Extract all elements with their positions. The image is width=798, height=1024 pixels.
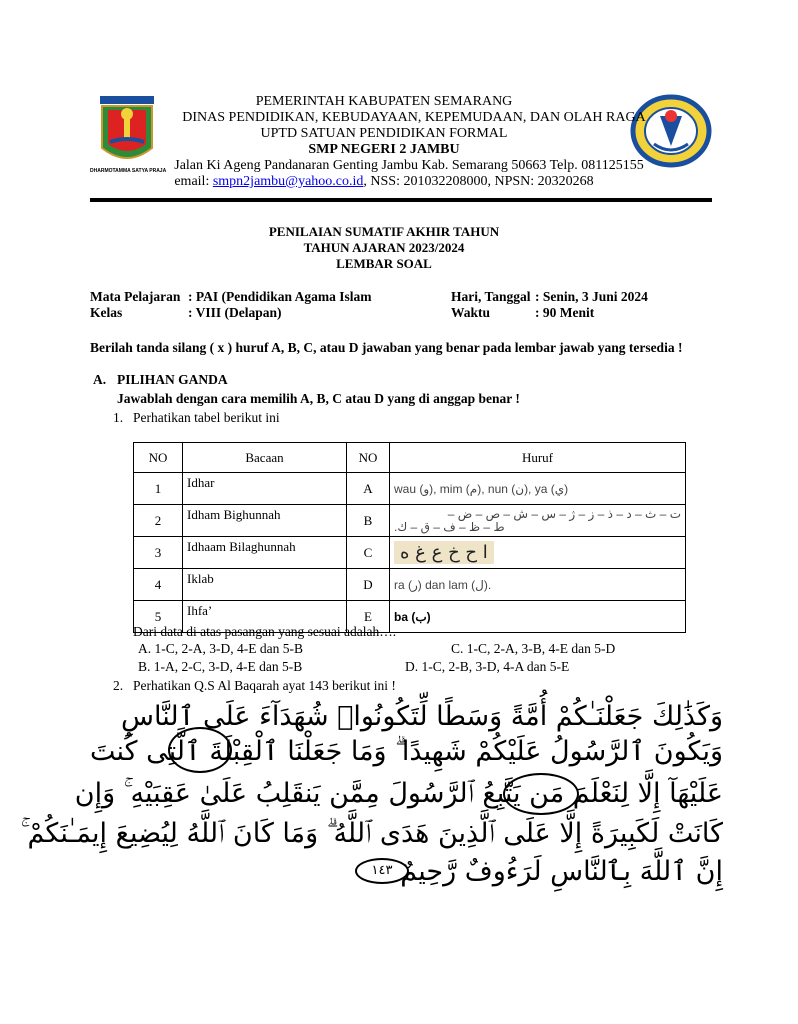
header-huruf: Huruf: [390, 443, 686, 473]
time-label: Waktu: [451, 305, 491, 320]
regency-logo-motto: DHARMOTAMMA SATYA PRAJA: [90, 168, 167, 174]
header-address: Jalan Ki Ageng Pandanaran Genting Jambu Kab. Semarang 50663 Telp. 081125155: [174, 158, 644, 173]
email-link[interactable]: smpn2jambu@yahoo.co.id: [212, 174, 364, 189]
header-government: PEMERINTAH KABUPATEN SEMARANG: [255, 94, 513, 109]
header-no: NO: [134, 443, 183, 473]
q1-question: Dari data di atas pasangan yang sesuai adalah….: [133, 624, 397, 639]
time-value: : 90 Menit: [535, 305, 595, 320]
q1-table: [133, 442, 686, 633]
row-bacaan: Iklab: [183, 569, 347, 601]
q2-number: 2.: [113, 678, 124, 693]
huruf-line1: ت – ث – د – ذ – ز – ژ – س – ش – ص – ض –: [447, 506, 681, 521]
row-huruf: ba (ب): [390, 601, 686, 633]
row-letter: A: [347, 473, 390, 505]
ayat-line-5: إِنَّ ٱللَّهَ بِٱلنَّاسِ لَرَءُوفٌ رَّحِيمٌ: [400, 856, 723, 887]
row-letter: E: [347, 601, 390, 633]
table-header-row: [134, 443, 686, 473]
ayat-number: ١٤٣: [371, 863, 393, 878]
q1-option-b: B. 1-A, 2-C, 3-D, 4-E dan 5-B: [138, 659, 303, 674]
subject-label: Mata Pelajaran: [90, 289, 181, 304]
header-unit: UPTD SATUAN PENDIDIKAN FORMAL: [260, 126, 508, 141]
row-no: 3: [134, 537, 183, 569]
header-bacaan: Bacaan: [183, 443, 347, 473]
q2-text: Perhatikan Q.S Al Baqarah ayat 143 berikut ini !: [133, 678, 396, 693]
class-label: Kelas: [90, 305, 123, 320]
q1-option-a: A. 1-C, 2-A, 3-D, 4-E dan 5-B: [138, 641, 303, 656]
row-huruf: [390, 505, 686, 537]
table-row: [134, 569, 686, 601]
class-value: : VIII (Delapan): [188, 305, 282, 320]
row-bacaan: Idhar: [183, 473, 347, 505]
row-letter: C: [347, 537, 390, 569]
subject-value: : PAI (Pendidikan Agama Islam: [188, 289, 372, 304]
circle-mark-yattabiu: [503, 773, 579, 815]
section-title: PILIHAN GANDA: [117, 372, 228, 387]
q1-text: Perhatikan tabel berikut ini: [133, 410, 280, 425]
row-bacaan: Idhaam Bilaghunnah: [183, 537, 347, 569]
row-no: 4: [134, 569, 183, 601]
row-no: 1: [134, 473, 183, 505]
row-bacaan: Idham Bighunnah: [183, 505, 347, 537]
table-row: [134, 537, 686, 569]
header-rule-thick: [90, 198, 712, 202]
table-row: [134, 473, 686, 505]
q1-option-c: C. 1-C, 2-A, 3-B, 4-E dan 5-D: [451, 641, 616, 656]
ayat-line-2: وَيَكُونَ ٱلرَّسُولُ عَلَيْكُمْ شَهِيدًا ۗ وَمَا جَعَلْنَا ٱلْقِبْلَةَ ٱلَّتِى كُنتَ: [90, 736, 723, 767]
ayat-number-marker: [355, 858, 409, 884]
row-huruf: wau (و), mim (م), nun (ن), ya (ي): [390, 473, 686, 505]
date-value: : Senin, 3 Juni 2024: [535, 289, 648, 304]
row-bacaan: Ihfa’: [183, 601, 347, 633]
header-no2: NO: [347, 443, 390, 473]
table-row: [134, 505, 686, 537]
row-huruf: [390, 537, 686, 569]
nss-npsn: , NSS: 201032208000, NPSN: 20320268: [363, 174, 594, 189]
circle-mark-kunta: [168, 727, 232, 773]
huruf-arabic-strip: ا ح خ ع غ ه: [394, 541, 494, 564]
ayat-line-1: وَكَذَٰلِكَ جَعَلْنَـٰكُمْ أُمَّةً وَسَطًا لِّتَكُونُوا۟ شُهَدَآءَ عَلَى ٱلنَّاسِ: [121, 701, 723, 732]
q1-number: 1.: [113, 410, 124, 425]
header-school-name: SMP NEGERI 2 JAMBU: [308, 142, 460, 157]
exam-title: PENILAIAN SUMATIF AKHIR TAHUN: [268, 224, 500, 239]
ayat-line-3: عَلَيْهَآ إِلَّا لِنَعْلَمَ مَن يَتَّبِعُ ٱلرَّسُولَ مِمَّن يَنقَلِبُ عَلَىٰ عَقِبَيْهِ ۚ وَإِن: [74, 778, 723, 809]
row-no: 2: [134, 505, 183, 537]
date-label: Hari, Tanggal: [451, 289, 531, 304]
row-no: 5: [134, 601, 183, 633]
exam-year: TAHUN AJARAN 2023/2024: [303, 240, 465, 255]
row-letter: B: [347, 505, 390, 537]
section-label: A.: [93, 372, 107, 387]
exam-sheet: LEMBAR SOAL: [336, 256, 432, 271]
section-subtitle: Jawablah dengan cara memilih A, B, C atau D yang di anggap benar !: [117, 391, 520, 406]
header-department: DINAS PENDIDIKAN, KEBUDAYAAN, KEPEMUDAAN, DAN OLAH RAGA: [182, 110, 646, 125]
q1-option-d: D. 1-C, 2-B, 3-D, 4-A dan 5-E: [405, 659, 570, 674]
instruction: Berilah tanda silang ( x ) huruf A, B, C, atau D jawaban yang benar pada lembar jawab yang tersedia !: [90, 340, 683, 355]
row-huruf: ra (ر) dan lam (ل).: [390, 569, 686, 601]
ayat-line-4: كَانَتْ لَكَبِيرَةً إِلَّا عَلَى ٱلَّذِينَ هَدَى ٱللَّهُ ۗ وَمَا كَانَ ٱللَّهُ لِيُضِيعَ إِيمَـٰنَكُمْ ۚ: [20, 818, 723, 849]
email-label: email:: [174, 174, 213, 189]
row-letter: D: [347, 569, 390, 601]
huruf-line2: ط – ظ – ف – ق – ك.: [394, 519, 505, 534]
header-contact: [0, 174, 768, 190]
